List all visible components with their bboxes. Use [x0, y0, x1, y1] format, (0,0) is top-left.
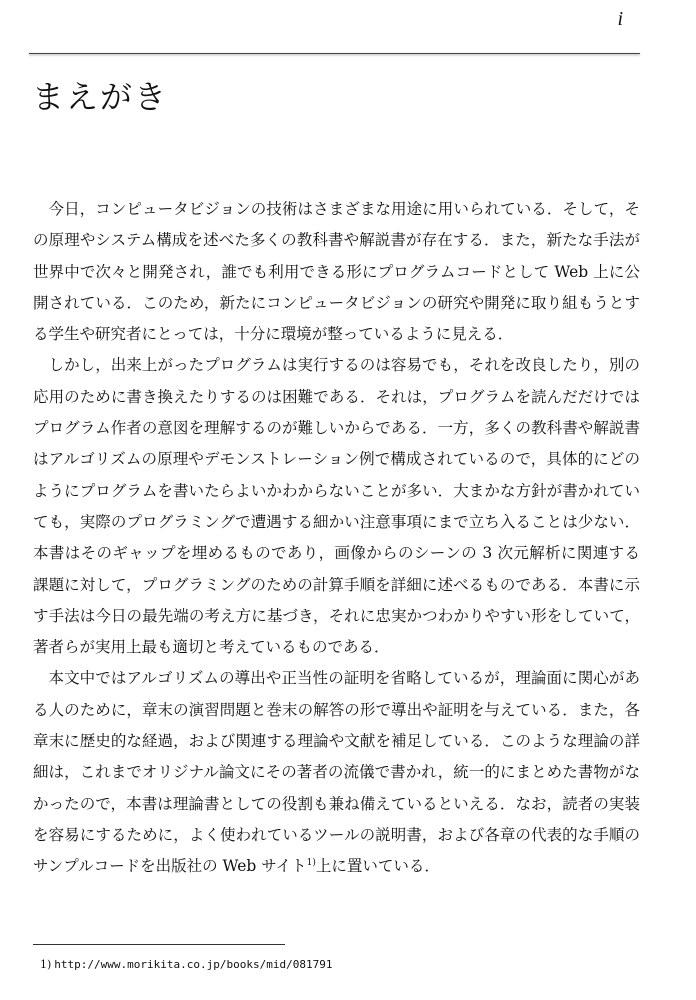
footnote-mark: 1) [40, 958, 52, 971]
page-number: i [617, 8, 623, 30]
chapter-title: まえがき [32, 78, 169, 116]
body-text [33, 194, 640, 883]
footnote [40, 958, 332, 971]
footnote-rule [33, 944, 285, 945]
paragraph-1: 今日，コンピュータビジョンの技術はさまざまな用途に用いられている．そして，その原理やシステム構成を述べた多くの教科書や解説書が存在する．また，新たな手法が世界中で次々と開発され，誰でも利用できる形にプログラムコードとして Web 上に公開されている．このため，新たにコンピュータビジョンの研究や開発に取り組もうとする学生や研究者にとっては，十分に環境が整っているように見える． [33, 200, 640, 344]
paragraph-3-text-after: 上に置いている． [315, 857, 440, 876]
paragraph-3-text-before: 本文中ではアルゴリズムの導出や正当性の証明を省略しているが，理論面に関心がある人のために，章末の演習問題と巻末の解答の形で導出や証明を与えている．また，各章末に歴史的な経過，および関連する理論や文献を補足している．このような理論の詳細は，これまでオリジナル論文にその著者の流儀で書かれ，統一的にまとめた書物がなかったので，本書は理論書としての役割も兼ね備えているといえる．なお，読者の実装を容易にするために，よく使われているツールの説明書，および各章の代表的な手順のサンプルコードを出版社の Web サイト [33, 669, 640, 876]
footnote-url[interactable]: http://www.morikita.co.jp/books/mid/081791 [54, 958, 333, 971]
footnote-ref: 1) [306, 858, 316, 869]
header-rule [29, 53, 640, 54]
paragraph-3 [33, 663, 640, 882]
paragraph-2: しかし，出来上がったプログラムは実行するのは容易でも，それを改良したり，別の応用のために書き換えたりするのは困難である．それは，プログラムを読んだだけではプログラム作者の意図を理解するのが難しいからである．一方，多くの教科書や解説書はアルゴリズムの原理やデモンストレーション例で構成されているので，具体的にどのようにプログラムを書いたらよいかわからないことが多い．大まかな方針が書かれていても，実際のプログラミングで遭遇する細かい注意事項にまで立ち入ることは少ない．本書はそのギャップを埋めるものであり，画像からのシーンの 3 次元解析に関連する課題に対して，プログラミングのための計算手順を詳細に述べるものである．本書に示す手法は今日の最先端の考え方に基づき，それに忠実かつわかりやすい形をしていて，著者らが実用上最も適切と考えているものである． [33, 356, 640, 657]
